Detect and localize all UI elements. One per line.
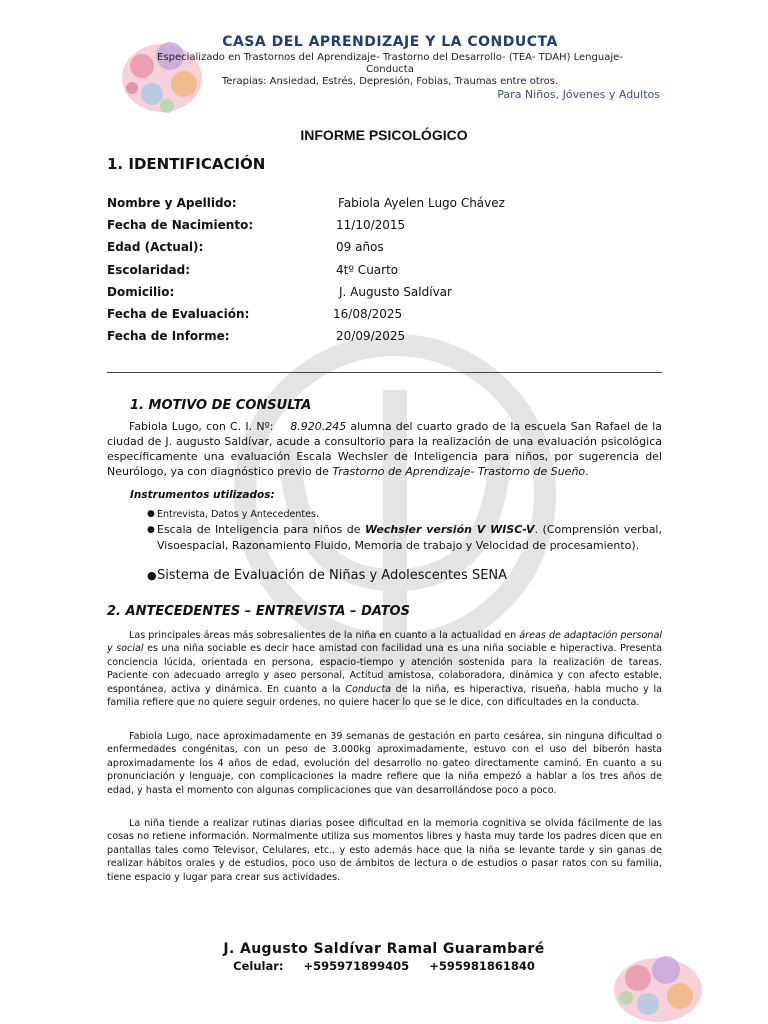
divider — [107, 372, 662, 373]
list-item: ● Sistema de Evaluación de Niñas y Adolescentes SENA — [147, 568, 508, 583]
id-value: 16/08/2025 — [333, 307, 403, 321]
header-therapies-line: Terapias: Ansiedad, Estrés, Depresión, Fobias, Traumas entre otros. — [221, 76, 559, 87]
id-label: Fecha de Informe: — [107, 329, 230, 343]
motivo-paragraph: Fabiola Lugo, con C. I. Nº: 8.920.245 alumna del cuarto grado de la escuela San Rafael de la ciudad de J. augusto Saldívar, acude a consultorio para la realización de una evaluación psicológica específicamente una evaluación Escala Wechsler de Inteligencia para niños, por sugerencia del Neurólogo, ya con diagnóstico previo de Trastorno de Aprendizaje- Trastorno de Sueño. — [107, 420, 662, 478]
header-audience: Para Niños, Jóvenes y Adultos — [497, 88, 660, 101]
id-value: 09 años — [336, 240, 384, 254]
antecedentes-paragraph-3: La niña tiende a realizar rutinas diarias posee dificultad en la memoria cognitiva se olvida fácilmente de las cosas no retiene información. Normalmente utiliza sus momentos libres y hasta muy tarde los padres dicen que en pantallas tales como Televisor, Celulares, etc., y esto además hace que la niña se levante tarde y sin ganas de realizar hábitos orales y de estudios, poco uso de ámbitos de lectura o de estudios o pasar ratos con su familia, tiene espacio y lugar para crear sus actividades. — [107, 818, 662, 883]
id-label: Fecha de Evaluación: — [107, 307, 250, 321]
id-value: 20/09/2025 — [336, 329, 406, 343]
id-label: Domicilio: — [107, 285, 175, 299]
id-label: Fecha de Nacimiento: — [107, 218, 254, 232]
footer-address: J. Augusto Saldívar Ramal Guarambaré — [223, 941, 545, 957]
section-antecedentes-heading: 2. ANTECEDENTES – ENTREVISTA – DATOS — [107, 604, 410, 619]
clinic-name: CASA DEL APRENDIZAJE Y LA CONDUCTA — [222, 34, 558, 50]
id-label: Nombre y Apellido: — [107, 196, 237, 210]
id-value: J. Augusto Saldívar — [339, 285, 452, 299]
id-value: Fabiola Ayelen Lugo Chávez — [338, 196, 505, 210]
cel-label: Celular: — [233, 959, 284, 973]
header-specialty-line: Especializado en Trastornos del Aprendizaje- Trastorno del Desarrollo- (TEA- TDAH) Lenguaje- — [157, 52, 623, 63]
id-label: Edad (Actual): — [107, 240, 204, 254]
instruments-title: Instrumentos utilizados: — [130, 489, 275, 501]
antecedentes-paragraph-1: Las principales áreas más sobresalientes de la niña en cuanto a la actualidad en áreas de adaptación personal y social es una niña sociable es decir hace amistad con facilidad una es una niña sociable e hiperactiva. Presenta conciencia lúcida, orientada en persona, espacio-tiempo y atención sostenida para la realización de tareas. Paciente con adecuado arreglo y aseo personal, Actitud amistosa, colaboradora, dinámica y con afecto estable, espontánea, activa y dinámica. En cuanto a la Conducta de la niña, es hiperactiva, risueña, habla mucho y la familia refiere que no quiere seguir ordenes, no quiere hacer lo que se le dice, con dificultades en la conducta. — [107, 630, 662, 709]
antecedentes-paragraph-2: Fabiola Lugo, nace aproximadamente en 39 semanas de gestación en parto cesárea, sin ninguna dificultad o enfermedades congénitas, con un peso de 3.000kg aproximadamente, estuvo con el uso del biberón hasta aproximadamente los 4 años de edad, evolución del desarrollo no gateo directamente caminó. En cuanto a su pronunciación y lenguaje, con complicaciones la madre refiere que la niña empezó a hablar a los tres años de edad, y hasta el momento con algunas complicaciones que van desarrollándose poco a poco. — [107, 731, 662, 796]
phone-2: +595981861840 — [429, 959, 535, 973]
section-identification-heading: 1. IDENTIFICACIÓN — [107, 155, 266, 173]
phone-1: +595971899405 — [303, 959, 410, 973]
section-motivo-heading: 1. MOTIVO DE CONSULTA — [130, 398, 312, 413]
brain-logo-bottom-icon — [598, 940, 718, 1024]
list-item: ● Entrevista, Datos y Antecedentes. — [147, 509, 319, 520]
id-value: 4tº Cuarto — [336, 263, 399, 277]
list-item: ● Escala de Inteligencia para niños de Wechsler versión V WISC-V. (Comprensión verbal, Visoespacial, Razonamiento Fluido, Memoria de trabajo y Velocidad de procesamiento). — [147, 523, 662, 552]
id-value: 11/10/2015 — [336, 218, 406, 232]
header-specialty-line-2: Conducta — [366, 64, 414, 75]
id-label: Escolaridad: — [107, 263, 191, 277]
brain-logo-icon — [112, 26, 222, 124]
report-title: INFORME PSICOLÓGICO — [300, 127, 468, 143]
